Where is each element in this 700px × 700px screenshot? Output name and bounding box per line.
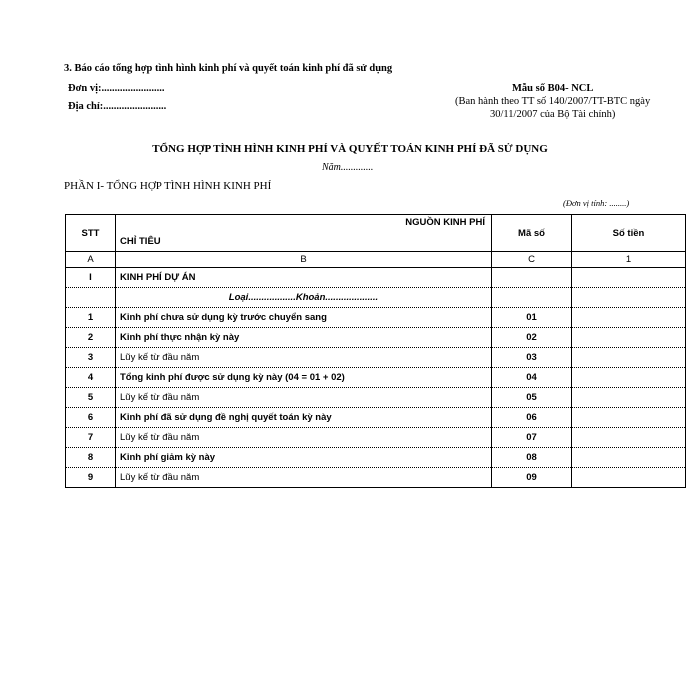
row-indicator: Kinh phí chưa sử dụng kỳ trước chuyển sang — [116, 308, 492, 328]
table-row — [66, 468, 686, 488]
table-header-row — [66, 215, 686, 252]
row-stt: 1 — [66, 308, 116, 328]
row-amount — [572, 448, 686, 468]
row-indicator: KINH PHÍ DỰ ÁN — [116, 268, 492, 288]
row-stt — [66, 288, 116, 308]
row-code: 08 — [492, 448, 572, 468]
row-stt: 5 — [66, 388, 116, 408]
table-row — [66, 288, 686, 308]
row-indicator: Loại..................Khoản.................... — [116, 288, 492, 308]
part-title: PHẦN I- TỔNG HỢP TÌNH HÌNH KINH PHÍ — [64, 180, 272, 192]
row-amount — [572, 268, 686, 288]
row-indicator: Lũy kế từ đầu năm — [116, 388, 492, 408]
currency-unit-note: (Đơn vị tính: ........) — [563, 198, 630, 208]
row-amount — [572, 368, 686, 388]
table-row — [66, 368, 686, 388]
table-row — [66, 348, 686, 368]
row-code: 05 — [492, 388, 572, 408]
header-code: Mã số — [492, 215, 572, 252]
column-letter: A — [66, 252, 116, 268]
row-code: 03 — [492, 348, 572, 368]
row-code: 06 — [492, 408, 572, 428]
row-amount — [572, 328, 686, 348]
column-letter-row — [66, 252, 686, 268]
header-funding-source: NGUỒN KINH PHÍ — [405, 217, 485, 228]
row-amount — [572, 388, 686, 408]
row-indicator: Tổng kinh phí được sử dụng kỳ này (04 = 01 + 02) — [116, 368, 492, 388]
header-amount: Số tiền — [572, 215, 686, 252]
table-row — [66, 408, 686, 428]
row-stt: 7 — [66, 428, 116, 448]
row-stt: 4 — [66, 368, 116, 388]
row-code: 07 — [492, 428, 572, 448]
row-code: 02 — [492, 328, 572, 348]
row-indicator: Kinh phí giảm kỳ này — [116, 448, 492, 468]
column-letter: B — [116, 252, 492, 268]
row-amount — [572, 408, 686, 428]
section-heading: 3. Báo cáo tổng hợp tình hình kinh phí và quyết toán kinh phí đã sử dụng — [64, 63, 393, 74]
table-row — [66, 308, 686, 328]
row-indicator: Kinh phí thực nhận kỳ này — [116, 328, 492, 348]
column-letter: C — [492, 252, 572, 268]
row-code — [492, 268, 572, 288]
row-code: 09 — [492, 468, 572, 488]
row-amount — [572, 428, 686, 448]
row-amount — [572, 288, 686, 308]
table-row — [66, 388, 686, 408]
row-code — [492, 288, 572, 308]
issued-note-line1: (Ban hành theo TT số 140/2007/TT-BTC ngày — [455, 96, 651, 107]
table-row — [66, 448, 686, 468]
header-stt: STT — [66, 215, 116, 252]
row-indicator: Lũy kế từ đầu năm — [116, 428, 492, 448]
address-field-label: Địa chỉ:........................ — [68, 101, 167, 112]
unit-field-label: Đơn vị:........................ — [68, 83, 165, 94]
row-indicator: Kinh phí đã sử dụng đề nghị quyết toán kỳ này — [116, 408, 492, 428]
row-amount — [572, 348, 686, 368]
row-stt: 9 — [66, 468, 116, 488]
table-row — [66, 328, 686, 348]
row-indicator: Lũy kế từ đầu năm — [116, 348, 492, 368]
report-title: TỔNG HỢP TÌNH HÌNH KINH PHÍ VÀ QUYẾT TOÁN KINH PHÍ ĐÃ SỬ DỤNG — [152, 143, 548, 155]
row-stt: 8 — [66, 448, 116, 468]
header-indicator-cell — [116, 215, 492, 252]
row-indicator: Lũy kế từ đầu năm — [116, 468, 492, 488]
table-body — [66, 268, 686, 488]
form-code: Mẫu số B04- NCL — [512, 83, 594, 94]
table-row — [66, 428, 686, 448]
column-letter: 1 — [572, 252, 686, 268]
row-code: 04 — [492, 368, 572, 388]
row-stt: I — [66, 268, 116, 288]
table-row — [66, 268, 686, 288]
year-label: Năm............. — [322, 162, 374, 173]
row-amount — [572, 308, 686, 328]
row-stt: 6 — [66, 408, 116, 428]
issued-note-line2: 30/11/2007 của Bộ Tài chính) — [490, 109, 616, 120]
row-amount — [572, 468, 686, 488]
header-indicator: CHỈ TIÊU — [120, 236, 161, 247]
row-stt: 3 — [66, 348, 116, 368]
row-code: 01 — [492, 308, 572, 328]
funding-summary-table — [65, 214, 686, 488]
row-stt: 2 — [66, 328, 116, 348]
